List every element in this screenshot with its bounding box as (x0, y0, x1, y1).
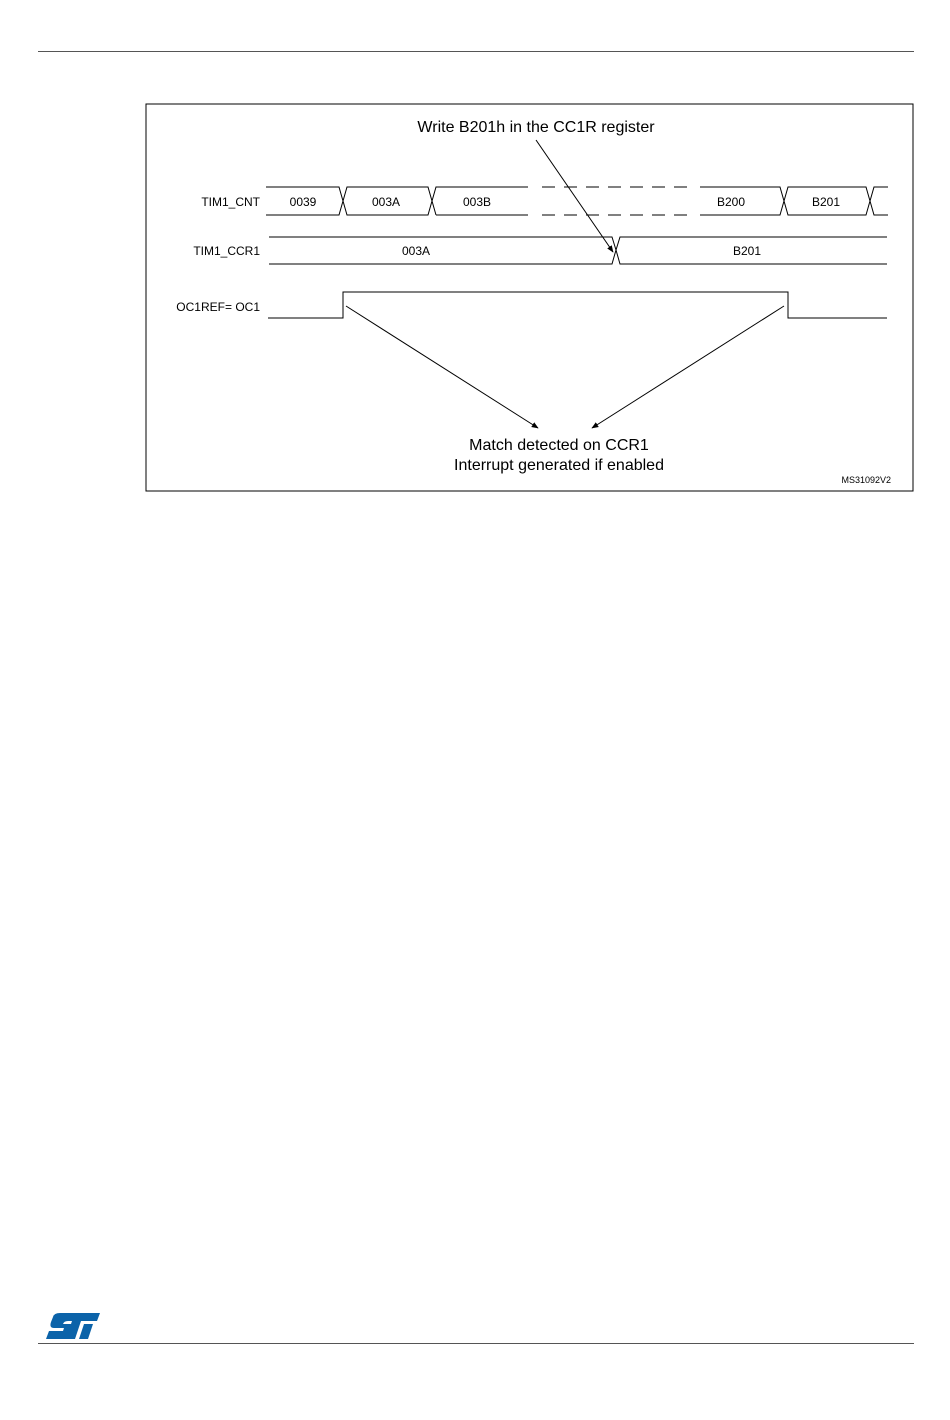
st-logo-icon (44, 1311, 102, 1341)
cnt-value: B200 (716, 195, 746, 209)
ccr1-value: 003A (401, 244, 431, 258)
signal-label-oc1ref: OC1REF= OC1 (176, 300, 260, 314)
arrow-match-rise (346, 306, 538, 428)
bus-tim1-cnt (266, 187, 888, 215)
figure-frame (146, 104, 913, 491)
annotation-interrupt: Interrupt generated if enabled (454, 457, 664, 474)
arrow-write (536, 140, 613, 252)
cnt-value: 003B (462, 195, 492, 209)
footer-rule (38, 1343, 914, 1344)
cnt-value: 003A (371, 195, 401, 209)
annotation-write: Write B201h in the CC1R register (417, 119, 655, 136)
cnt-value: 0039 (289, 195, 317, 209)
signal-label-tim1-cnt: TIM1_CNT (201, 195, 260, 209)
figure-id: MS31092V2 (841, 475, 891, 485)
timing-diagram (0, 0, 950, 520)
annotation-match: Match detected on CCR1 (469, 437, 649, 454)
ccr1-value: B201 (732, 244, 762, 258)
waveform-oc1ref (268, 292, 887, 318)
arrow-match-fall (592, 306, 784, 428)
cnt-value: B201 (811, 195, 841, 209)
signal-label-tim1-ccr1: TIM1_CCR1 (193, 244, 260, 258)
bus-tim1-ccr1 (269, 237, 887, 264)
